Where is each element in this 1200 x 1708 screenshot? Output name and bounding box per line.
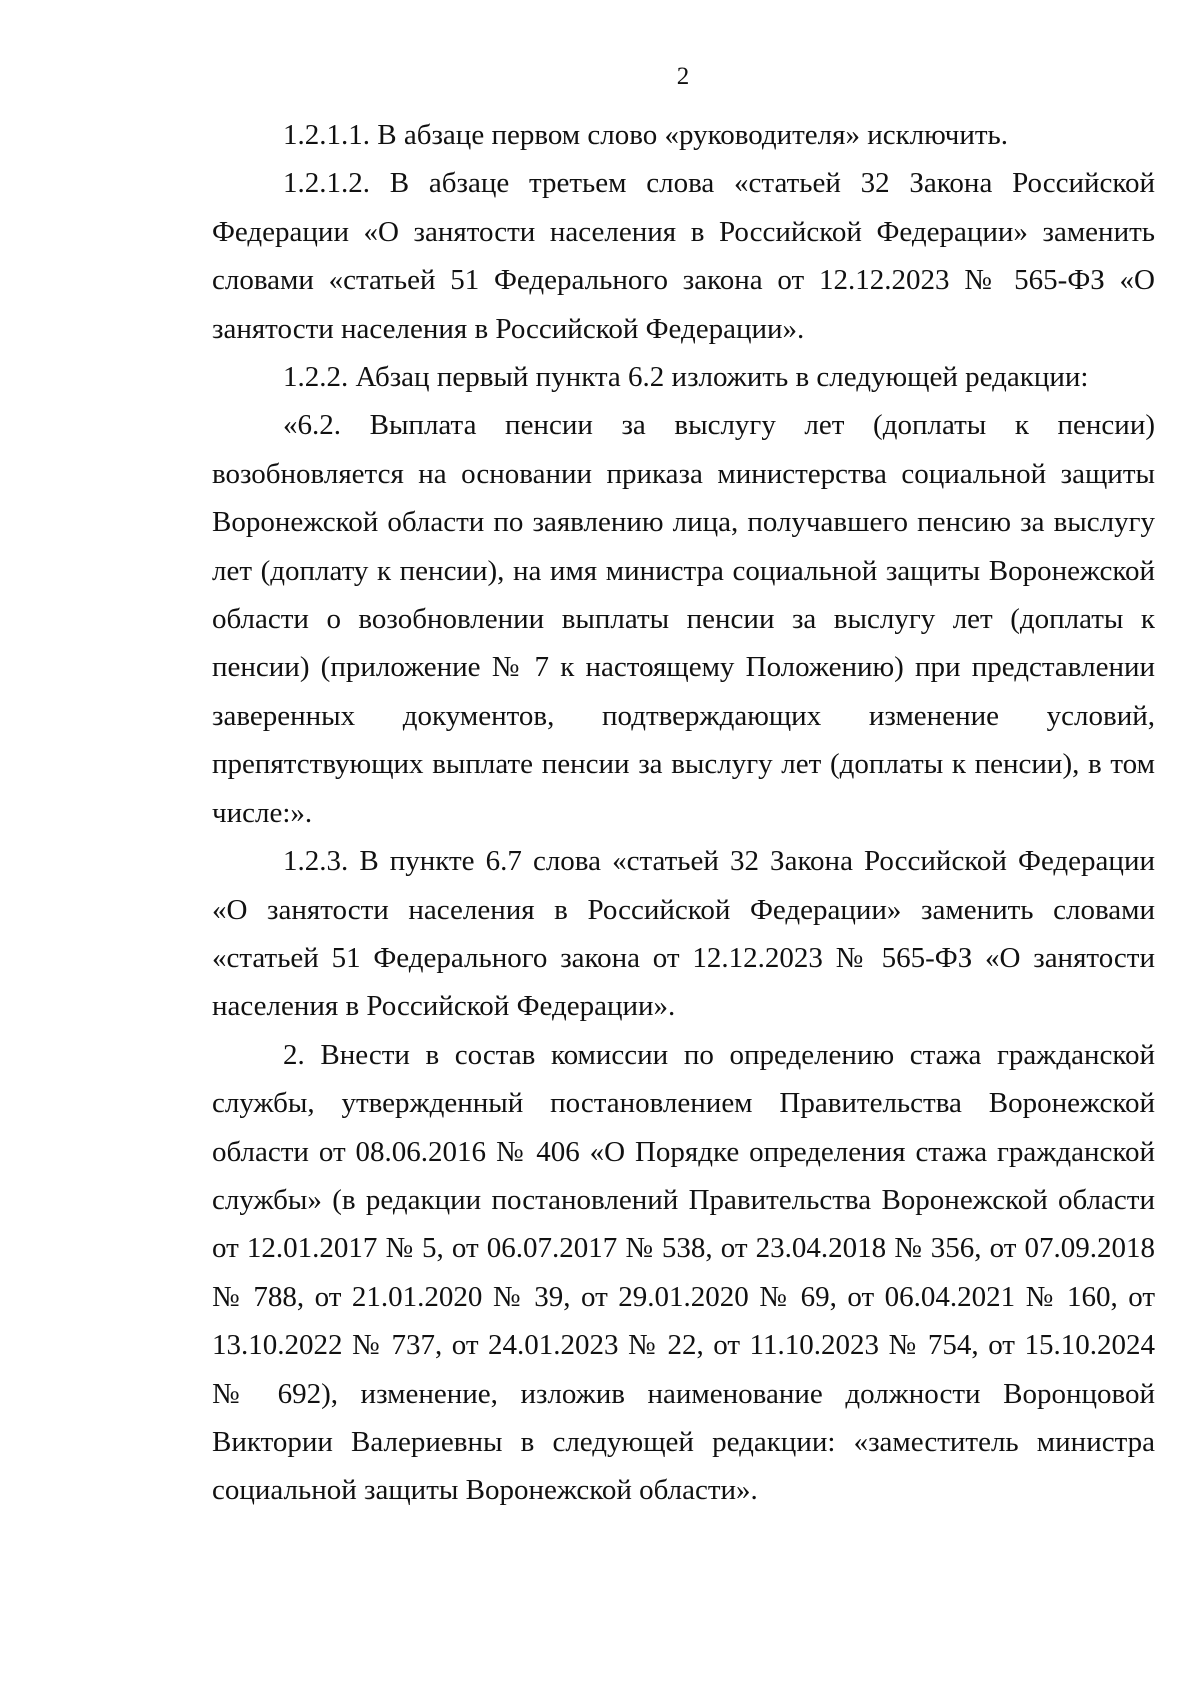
document-body	[212, 111, 1155, 1515]
paragraph-1-2-1-2: 1.2.1.2. В абзаце третьем слова «статьей 32 Закона Российской Федерации «О занятости населения в Российской Федерации» заменить словами «статьей 51 Федерального закона от 12.12.2023 № 565-ФЗ «О занятости населения в Российской Федерации».	[212, 167, 1155, 345]
paragraph-2: 2. Внести в состав комиссии по определению стажа гражданской службы, утвержденный постановлением Правительства Воронежской области от 08.06.2016 № 406 «О Порядке определения стажа гражданской службы» (в редакции постановлений Правительства Воронежской области от 12.01.2017 № 5, от 06.07.2017 № 538, от 23.04.2018 № 356, от 07.09.2018 № 788, от 21.01.2020 № 39, от 29.01.2020 № 69, от 06.04.2021 № 160, от 13.10.2022 № 737, от 24.01.2023 № 22, от 11.10.2023 № 754, от 15.10.2024 № 692), изменение, изложив наименование должности Воронцовой Виктории Валериевны в следующей редакции: «заместитель министра социальной защиты Воронежской области».	[212, 1038, 1155, 1507]
paragraph-1-2-3: 1.2.3. В пункте 6.7 слова «статьей 32 Закона Российской Федерации «О занятости населения в Российской Федерации» заменить словами «статьей 51 Федерального закона от 12.12.2023 № 565-ФЗ «О занятости населения в Российской Федерации».	[212, 845, 1155, 1023]
page-number: 2	[676, 63, 690, 90]
paragraph-1-2-2: 1.2.2. Абзац первый пункта 6.2 изложить в следующей редакции:	[283, 361, 1089, 394]
paragraph-1-2-1-1: 1.2.1.1. В абзаце первом слово «руководителя» исключить.	[283, 119, 1008, 151]
paragraph-quoted-6-2: «6.2. Выплата пенсии за выслугу лет (доплаты к пенсии) возобновляется на основании приказа министерства социальной защиты Воронежской области по заявлению лица, получавшего пенсию за выслугу лет (доплату к пенсии), на имя министра социальной защиты Воронежской области о возобновлении выплаты пенсии за выслугу лет (доплаты к пенсии) (приложение № 7 к настоящему Положению) при представлении заверенных документов, подтверждающих изменение условий, препятствующих выплате пенсии за выслугу лет (доплаты к пенсии), в том числе:».	[212, 409, 1155, 829]
